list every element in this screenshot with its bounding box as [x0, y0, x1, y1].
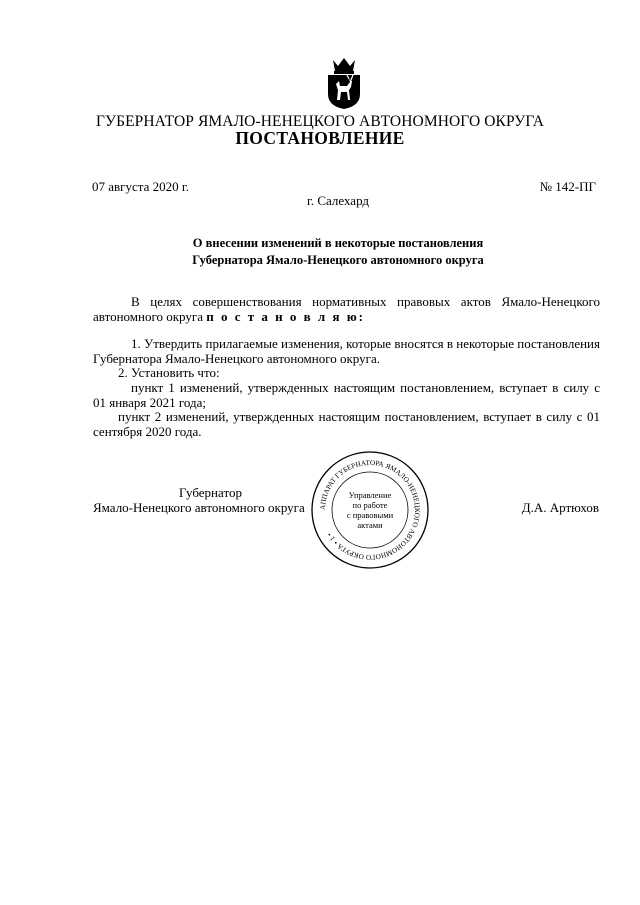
item-1-paragraph — [93, 337, 600, 366]
document-type: ПОСТАНОВЛЕНИЕ — [235, 128, 405, 148]
preamble-paragraph — [93, 295, 600, 324]
item-2a-paragraph — [93, 381, 600, 410]
preamble-text: В целях совершенствования нормативных правовых актов Ямало-Ненецкого автономного округа — [93, 294, 600, 324]
item-1-text: 1. Утвердить прилагаемые изменения, которые вносятся в некоторые постановления Губернатора Ямало-Ненецкого автономного округа. — [93, 336, 600, 366]
seal-ring-text: АППАРАТ ГУБЕРНАТОРА ЯМАЛО-НЕНЕЦКОГО АВТОНОМНОГО ОКРУГА • 1 • — [318, 458, 422, 562]
item-2b-paragraph — [93, 410, 600, 439]
seal-center-line: по работе — [352, 500, 388, 510]
signatory-title — [93, 486, 305, 515]
seal-center-line: с правовыми — [346, 510, 394, 520]
signatory-title-line-2: Ямало-Ненецкого автономного округа — [93, 499, 305, 515]
resolve-word: п о с т а н о в л я ю: — [206, 308, 365, 324]
item-2-paragraph — [93, 366, 600, 381]
item-2b-text: пункт 2 изменений, утвержденных настоящим постановлением, вступает в силу с 01 сентября 2020 года. — [93, 409, 600, 439]
subject-line-2: Губернатора Ямало-Ненецкого автономного округа — [192, 253, 484, 267]
item-2-text: 2. Установить что: — [118, 365, 220, 380]
seal-center-line: актами — [357, 520, 383, 530]
seal-center-text — [347, 490, 394, 530]
subject-line-1: О внесении изменений в некоторые постановления — [192, 236, 484, 250]
issuing-authority: ГУБЕРНАТОР ЯМАЛО-НЕНЕЦКОГО АВТОНОМНОГО ОКРУГА — [95, 113, 545, 130]
signatory-name: Д.А. Артюхов — [521, 500, 599, 515]
official-seal — [310, 450, 430, 570]
document-subject — [0, 235, 640, 269]
document-date: 07 августа 2020 г. — [92, 179, 189, 194]
item-2a-text: пункт 1 изменений, утвержденных настоящим постановлением, вступает в силу с 01 января 2021 года; — [93, 380, 600, 410]
coat-of-arms-emblem — [325, 56, 363, 110]
seal-center-line: Управление — [348, 490, 392, 500]
document-number: № 142-ПГ — [539, 179, 596, 194]
signatory-title-line-1: Губернатор — [179, 485, 242, 500]
document-city: г. Салехард — [306, 193, 370, 208]
